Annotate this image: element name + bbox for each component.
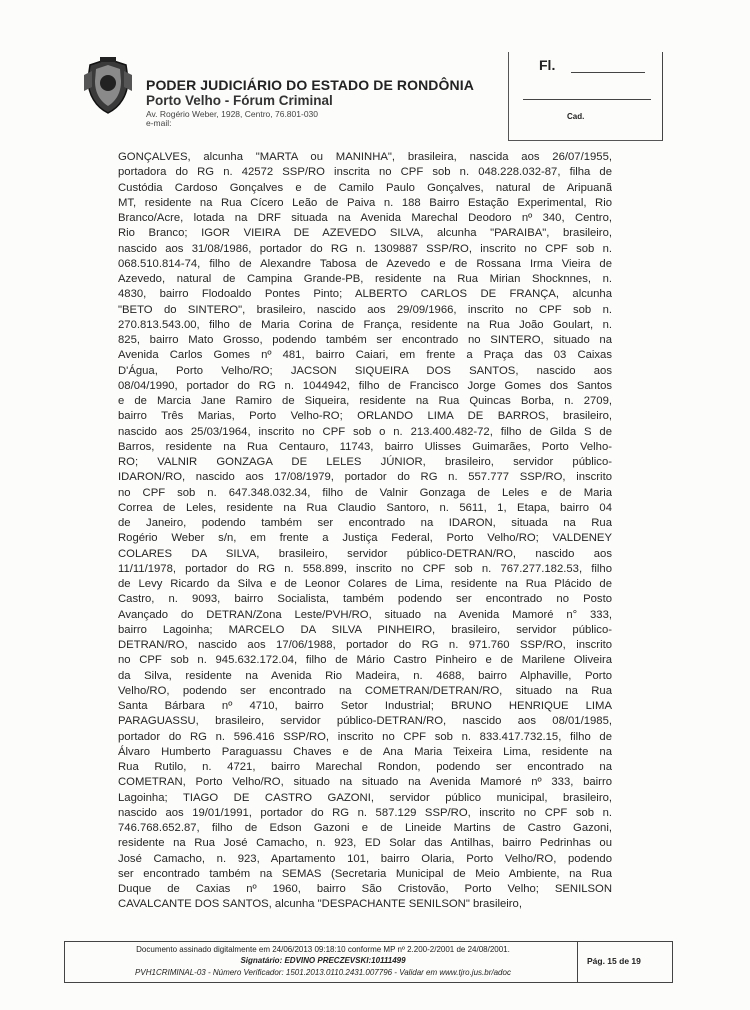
coat-of-arms-icon [82,57,134,115]
body-line: no CPF sob n. 945.632.172.04, filho de Mário Castro Pinheiro e de Marilene Oliveira [118,654,612,667]
body-line: PARAGUASSU, brasileiro, servidor público-DETRAN/RO, nascido aos 08/01/1985, [118,715,612,728]
body-line: 11/11/1978, portador do RG n. 558.899, inscrito no CPF sob n. 767.277.182.53, filho [118,562,612,575]
body-line: Rogério Weber s/n, em frente a Justiça Federal, Porto Velho/RO; VALDENEY [118,532,612,545]
body-line: portador do RG n. 596.416 SSP/RO, inscrito no CPF sob n. 833.417.732.15, filho de [118,730,612,743]
signature-info [65,942,578,982]
body-line: 068.510.814-74, filho de Alexandre Tabosa de Azevedo e de Rossana Irma Vieira de [118,257,612,270]
body-line: Custódia Cardoso Gonçalves e de Camilo Paulo Gonçalves, natural de Aripuanã [118,181,612,194]
body-line: IDARON/RO, nascido aos 17/08/1979, portador do RG n. 557.777 SSP/RO, inscrito [118,471,612,484]
signature-line [523,99,651,100]
body-line: Azevedo, natural de Campina Grande-PB, residente na Rua Mirian Shocknnes, n. [118,273,612,285]
letterhead [146,77,474,129]
body-line: Barros, residente na Rua Centauro, 11743, bairro Ulisses Guimarães, Porto Velho- [118,440,612,453]
digital-signature-footer [64,941,673,983]
body-line: Branco/Acre, lotada na DRF situada na Avenida Marechal Deodoro nº 340, Centro, [118,212,612,224]
body-line: MT, residente na Rua Cícero Leão de Paiva n. 188 Bairro Estação Experimental, Rio [118,196,612,209]
body-line: bairro Três Marias, Porto Velho-RO; ORLANDO LIMA DE BARROS, brasileiro, [118,410,612,423]
folio-label: Fl. [539,57,556,73]
body-line: nascido aos 31/08/1986, portador do RG n. 1309887 SSP/RO, inscrito no CPF sob n. [118,242,612,255]
body-line: Castro, n. 9093, bairro Socialista, também podendo ser encontrado no Posto [118,593,612,606]
body-line: D'Água, Porto Velho/RO; JACSON SIQUEIRA DOS SANTOS, nascido aos [118,364,612,377]
body-line: DETRAN/RO, nascido aos 17/06/1988, portador do RG n. 971.760 SSP/RO, inscrito [118,639,612,651]
body-line: e de Marcia Jane Ramiro de Siqueira, residente na Rua Quincas Borba, n. 2709, [118,395,612,407]
body-line: Rua Rutilo, n. 4721, bairro Marechal Rondon, podendo ser encontrado na [118,761,612,773]
body-line: COMETRAN, Porto Velho/RO, situado na situado na Avenida Mamoré nº 333, bairro [118,776,612,789]
body-line: RO; VALNIR GONZAGA DE LELES JÚNIOR, brasileiro, servidor público- [118,456,612,468]
body-line: da Silva, residente na Avenida Rio Madeira, n. 4688, bairro Alphaville, Porto [118,669,612,682]
body-line: Correa de Leles, residente na Rua Claudio Santoro, n. 5611, 1, Etapa, bairro 04 [118,501,612,514]
body-line: Avenida Carlos Gomes nº 481, bairro Caiari, em frente a Praça das 03 Caixas [118,349,612,362]
body-line: de Janeiro, podendo também ser encontrado na IDARON, situada na Rua [118,517,612,529]
body-line: 08/04/1990, portador do RG n. 1044942, filho de Francisco Jorge Gomes dos Santos [118,379,612,392]
document-body [118,150,612,913]
body-line: residente na Rua José Camacho, n. 923, ED Solar das Antilhas, bairro Pedrinhas ou [118,837,612,850]
body-line: Avançado do DETRAN/Zona Leste/PVH/RO, situado na Avenida Mamoré n° 333, [118,608,612,621]
body-line: 270.813.543.00, filho de Maria Corina de França, residente na Rua João Goulart, n. [118,318,612,331]
signature-statement: Documento assinado digitalmente em 24/06/2013 09:18:10 conforme MP nº 2.200-2/2001 de 24/08/2001. [136,945,510,954]
forum-name: Porto Velho - Fórum Criminal [146,93,333,109]
cad-label: Cad. [567,112,585,121]
verifier-code: PVH1CRIMINAL-03 - Número Verificador: 1501.2013.0110.2431.007796 - Validar em www.tjro.jus.br/adoc [135,968,511,977]
folio-line [571,72,645,73]
body-line: nascido aos 25/03/1964, inscrito no CPF sob o n. 213.400.482-72, filho de Gilda S de [118,425,612,438]
body-line: Álvaro Humberto Paraguassu Chaves e de Ana Maria Teixeira Lima, residente na [118,745,612,758]
body-line: no CPF sob n. 647.348.032.34, filho de Valnir Gonzaga de Leles e de Maria [118,486,612,499]
body-line: 746.768.652.87, filho de Edson Gazoni e de Lineide Martins de Castro Gazoni, [118,822,612,834]
body-line: 825, bairro Mato Grosso, podendo também ser encontrado no SINTERO, situado na [118,334,612,346]
body-line: nascido aos 19/01/1991, portador do RG n. 587.129 SSP/RO, inscrito no CPF sob n. [118,806,612,819]
body-line: 4830, bairro Flodoaldo Pontes Pinto; ALBERTO CARLOS DE FRANÇA, alcunha [118,288,612,301]
body-line: bairro Lagoinha; MARCELO DA SILVA PINHEIRO, brasileiro, servidor público- [118,623,612,636]
body-line: Lagoinha; TIAGO DE CASTRO GAZONI, servidor público municipal, brasileiro, [118,791,612,804]
body-line: CAVALCANTE DOS SANTOS, alcunha "DESPACHANTE SENILSON" brasileiro, [118,898,522,911]
signatory: Signatário: EDVINO PRECZEVSKI:10111499 [240,956,406,965]
folio-stamp-box [508,52,663,141]
body-line: José Camacho, n. 923, Apartamento 101, bairro Olaria, Porto Velho/RO, podendo [118,852,612,865]
body-line: Rio Branco; IGOR VIEIRA DE AZEVEDO SILVA, alcunha "PARAIBA", brasileiro, [118,227,612,240]
court-name: PODER JUDICIÁRIO DO ESTADO DE RONDÔNIA [146,77,474,93]
body-line: portadora do RG n. 42572 SSP/RO inscrita no CPF sob n. 048.228.032-87, filha de [118,166,612,179]
body-line: GONÇALVES, alcunha "MARTA ou MANINHA", brasileira, nascida aos 26/07/1955, [118,151,612,163]
body-line: Velho/RO, podendo ser encontrado na COMETRAN/DETRAN/RO, situado na Rua [118,684,612,697]
body-line: Santa Bárbara nº 4710, bairro Setor Industrial; BRUNO HENRIQUE LIMA [118,700,612,712]
body-line: COLARES DA SILVA, brasileiro, servidor público-DETRAN/RO, nascido aos [118,547,612,560]
body-line: de Levy Ricardo da Silva e de Leonor Colares de Lima, residente na Rua Plácido de [118,578,612,590]
body-line: Duque de Caxias nº 1960, bairro São Cristovão, Porto Velho; SENILSON [118,883,612,895]
email-label: e-mail: [146,118,172,129]
body-line: "BETO do SINTERO", brasileiro, nascido aos 29/09/1966, inscrito no CPF sob n. [118,303,612,316]
body-line: ser encontrado também na SEMAS (Secretaria Municipal de Meio Ambiente, na Rua [118,867,612,880]
page-number: Pág. 15 de 19 [587,956,641,966]
court-address: Av. Rogério Weber, 1928, Centro, 76.801-030 [146,108,319,119]
